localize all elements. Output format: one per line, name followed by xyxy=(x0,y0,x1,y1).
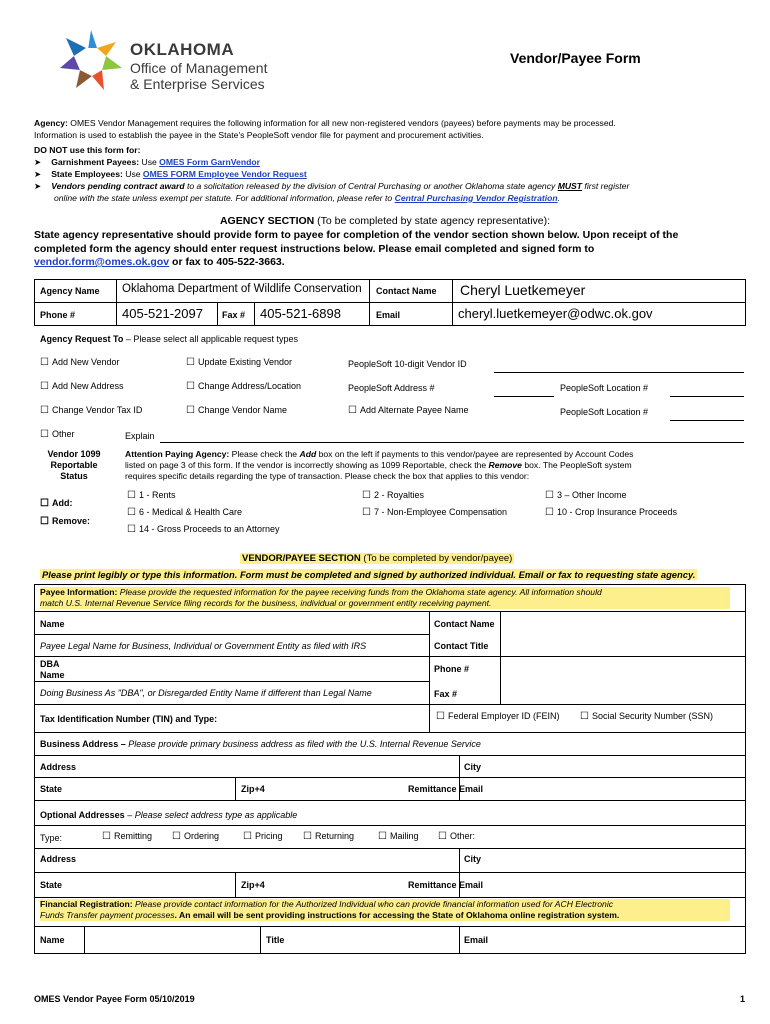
ps-vendor-id-input[interactable] xyxy=(494,372,744,373)
fax-label: Fax # xyxy=(222,310,246,320)
bullet-garnishment: ➤ Garnishment Payees: Use OMES Form GarnVendor xyxy=(34,157,260,167)
add-new-address-checkbox[interactable]: ☐ Add New Address xyxy=(40,381,124,392)
fin-email-label: Email xyxy=(464,935,489,945)
remitting-checkbox[interactable]: ☐ Remitting xyxy=(102,831,152,842)
fin-name-label: Name xyxy=(40,935,65,945)
ps-vendor-id-label: PeopleSoft 10-digit Vendor ID xyxy=(348,359,467,369)
page-number: 1 xyxy=(740,994,746,1004)
1099-remove-checkbox[interactable]: ☐ Remove: xyxy=(40,516,90,527)
mailing-checkbox[interactable]: ☐ Mailing xyxy=(378,831,418,842)
ps-address-label: PeopleSoft Address # xyxy=(348,383,435,393)
oklahoma-star-icon xyxy=(58,28,124,92)
phone-label: Phone # xyxy=(40,310,76,320)
zip-label: Zip+4 xyxy=(241,784,265,794)
attention-paying-agency: Attention Paying Agency: Please check the Add box on the left if payments to this vendor/payee are represented by Account Codes listed on page 3 of this form. If the vendor is incorrectly showing as 1099 Reportable, check the Remove box. The PeopleSoft system requires specific details regarding the type of transaction. Please check the box that applies to this vendor: xyxy=(125,449,634,481)
vendor-form-email-link[interactable]: vendor.form@omes.ok.gov xyxy=(34,256,170,268)
email-field[interactable]: cheryl.luetkemeyer@odwc.ok.gov xyxy=(458,306,653,321)
other-type-checkbox[interactable]: ☐ Other: xyxy=(438,831,475,842)
other-checkbox[interactable]: ☐ Other xyxy=(40,429,74,440)
change-tax-id-checkbox[interactable]: ☐ Change Vendor Tax ID xyxy=(40,405,142,416)
other-income-checkbox[interactable]: ☐ 3 – Other Income xyxy=(545,490,627,501)
form-title: Vendor/Payee Form xyxy=(510,50,641,66)
ps-location2-label: PeopleSoft Location # xyxy=(560,407,649,417)
bullet-employees: ➤ State Employees: Use OMES FORM Employee Vendor Request xyxy=(34,169,307,179)
state-label: State xyxy=(40,784,63,794)
dba-note: Doing Business As "DBA", or Disregarded Entity Name if different than Legal Name xyxy=(40,688,372,698)
attorney-proceeds-checkbox[interactable]: ☐ 14 - Gross Proceeds to an Attorney xyxy=(127,524,280,535)
fin-title-label: Title xyxy=(266,935,285,945)
add-new-vendor-checkbox[interactable]: ☐ Add New Vendor xyxy=(40,357,120,368)
update-vendor-checkbox[interactable]: ☐ Update Existing Vendor xyxy=(186,357,292,368)
ps-location2-input[interactable] xyxy=(670,420,744,421)
logo-line2: Office of Management xyxy=(130,60,268,76)
pricing-checkbox[interactable]: ☐ Pricing xyxy=(243,831,282,842)
business-address-label: Business Address – Please provide primary business address as filed with the U.S. Internal Revenue Service xyxy=(40,739,481,749)
fein-checkbox[interactable]: ☐ Federal Employer ID (FEIN) xyxy=(436,711,560,722)
opt-address-label: Address xyxy=(40,854,77,864)
fax-field[interactable]: 405-521-6898 xyxy=(260,306,341,321)
logo-line3: & Enterprise Services xyxy=(130,76,265,92)
agency-name-label: Agency Name xyxy=(40,286,100,296)
vendor-section-title: VENDOR/PAYEE SECTION (To be completed by vendor/payee) xyxy=(242,553,513,564)
contact-name-field[interactable]: Cheryl Luetkemeyer xyxy=(460,282,586,298)
contact-name-label: Contact Name xyxy=(376,286,437,296)
returning-checkbox[interactable]: ☐ Returning xyxy=(303,831,354,842)
ssn-checkbox[interactable]: ☐ Social Security Number (SSN) xyxy=(580,711,713,722)
change-address-checkbox[interactable]: ☐ Change Address/Location xyxy=(186,381,301,392)
agency-instructions: State agency representative should provide form to payee for completion of the vendor section shown below. Upon receipt of the completed form the agency should enter request instructions below. Please email completed and signed form to vendor.form@omes.ok.gov or fax to 405-522-3663. xyxy=(34,229,679,268)
email-label: Email xyxy=(376,310,401,320)
explain-label: Explain xyxy=(125,431,155,441)
print-legibly-note: Please print legibly or type this information. Form must be completed and signed by authorized individual. Email or fax to requesting state agency. xyxy=(42,569,696,580)
vendor-1099-status-label: Vendor 1099 Reportable Status xyxy=(47,449,101,481)
crop-insurance-checkbox[interactable]: ☐ 10 - Crop Insurance Proceeds xyxy=(545,507,677,518)
add-alt-payee-checkbox[interactable]: ☐ Add Alternate Payee Name xyxy=(348,405,469,416)
payee-name-label: Name xyxy=(40,619,65,629)
opt-state-label: State xyxy=(40,880,63,890)
ps-location-input[interactable] xyxy=(670,396,744,397)
logo-line1: OKLAHOMA xyxy=(130,40,235,59)
garn-vendor-link[interactable]: OMES Form GarnVendor xyxy=(159,157,260,167)
remittance-email-label: Remittance Email xyxy=(408,784,484,794)
optional-addresses-label: Optional Addresses – Please select address type as applicable xyxy=(40,810,298,820)
ps-location-label: PeopleSoft Location # xyxy=(560,383,649,393)
explain-input[interactable] xyxy=(160,442,744,443)
tin-label: Tax Identification Number (TIN) and Type: xyxy=(40,714,218,724)
opt-zip-label: Zip+4 xyxy=(241,880,265,890)
payee-phone-label: Phone # xyxy=(434,664,470,674)
city-label: City xyxy=(464,762,482,772)
payee-fax-label: Fax # xyxy=(434,689,458,699)
ps-address-input[interactable] xyxy=(494,396,554,397)
royalties-checkbox[interactable]: ☐ 2 - Royalties xyxy=(362,490,424,501)
footer-form-id: OMES Vendor Payee Form 05/10/2019 xyxy=(34,994,195,1004)
1099-add-checkbox[interactable]: ☐ Add: xyxy=(40,498,72,509)
employee-vendor-link[interactable]: OMES FORM Employee Vendor Request xyxy=(142,169,307,179)
legal-name-note: Payee Legal Name for Business, Individual or Government Entity as filed with IRS xyxy=(40,641,367,651)
address-label: Address xyxy=(40,762,77,772)
agency-intro: Agency: OMES Vendor Management requires the following information for all new non-registered vendors (payees) before payments may be processed. Information is used to establish the payee in the State's PeopleSoft vendor file for payment and procurement activities. DO NOT use this form for: ➤ Garnishment Payees: Use OMES Form GarnVendor ➤ State Employees: Use OMES FORM Employee Vendor Request ➤ Vendors pending contract award to a solicitation released by the division of Central Purchasing or another Oklahoma state agency MUST first register online with the state unless exempt per statute. For additional information, please refer to Central Purchasing Vendor Registration. xyxy=(34,117,744,204)
rents-checkbox[interactable]: ☐ 1 - Rents xyxy=(127,490,175,501)
financial-registration: Financial Registration: Please provide contact information for the Authorized Individual who can provide financial information used for ACH Electronic Funds Transfer payment processes. An email will be sent providing instructions for accessing the State of Oklahoma online registration system. xyxy=(40,899,730,921)
omes-logo xyxy=(58,28,308,92)
opt-city-label: City xyxy=(464,854,482,864)
ordering-checkbox[interactable]: ☐ Ordering xyxy=(172,831,219,842)
change-vendor-name-checkbox[interactable]: ☐ Change Vendor Name xyxy=(186,405,287,416)
agency-request-label: Agency Request To – Please select all applicable request types xyxy=(40,334,298,344)
payee-contact-name-label: Contact Name xyxy=(434,619,495,629)
payee-info: Payee Information: Please provide the requested information for the payee receiving funds from the Oklahoma state agency. All information should match U.S. Internal Revenue Service filing records for the business, individual or government entity receiving payment. xyxy=(40,587,730,609)
medical-checkbox[interactable]: ☐ 6 - Medical & Health Care xyxy=(127,507,242,518)
contact-title-label: Contact Title xyxy=(434,641,489,651)
address-type-label: Type: xyxy=(40,833,63,843)
dba-name-label: DBA Name xyxy=(40,659,65,680)
phone-field[interactable]: 405-521-2097 xyxy=(122,306,203,321)
bullet-contract: ➤ Vendors pending contract award to a solicitation released by the division of Central Purchasing or another Oklahoma state agency MUST first register xyxy=(34,181,630,191)
non-employee-comp-checkbox[interactable]: ☐ 7 - Non-Employee Compensation xyxy=(362,507,507,518)
opt-remittance-email-label: Remittance Email xyxy=(408,880,484,890)
agency-section-title: AGENCY SECTION (To be completed by state agency representative): xyxy=(219,215,551,227)
agency-name-field[interactable]: Oklahoma Department of Wildlife Conservation xyxy=(122,283,362,295)
central-purchasing-link[interactable]: Central Purchasing Vendor Registration xyxy=(394,193,558,203)
